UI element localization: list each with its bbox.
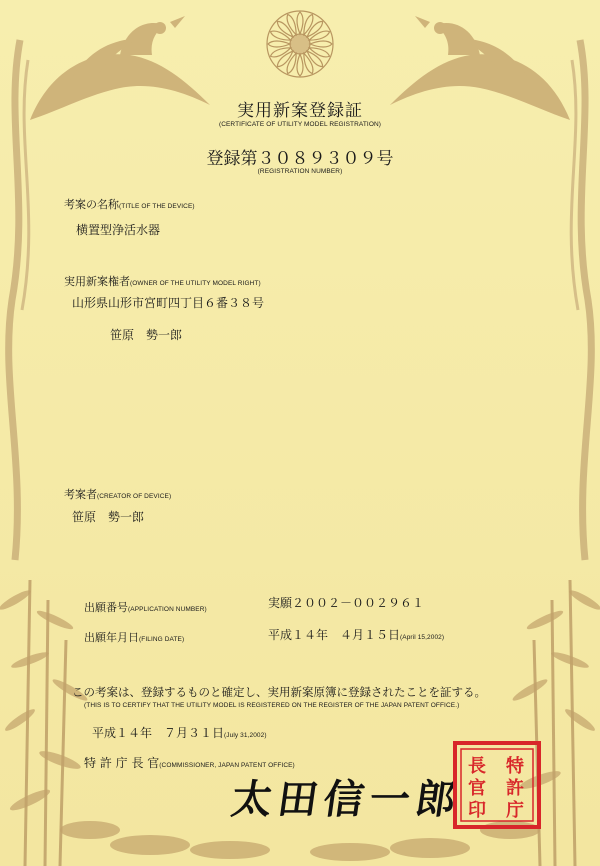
registration-number-value: ３０８９３０９ [257,149,377,169]
registration-number [0,144,600,169]
chrysanthemum-crest-icon [264,8,336,80]
registration-number-en: (REGISTRATION NUMBER) [257,168,343,175]
registration-label: 登録第 [206,149,258,169]
certification-date [92,722,267,741]
svg-text:許: 許 [506,778,524,799]
official-seal-icon [452,740,542,830]
svg-text:印: 印 [468,800,486,821]
device-title-label-en: (TITLE OF THE DEVICE) [119,203,195,210]
application-number-label-en: (APPLICATION NUMBER) [128,606,207,613]
commissioner-title: 特 許 庁 長 官 [84,756,160,770]
device-title-value: 横置型浄活水器 [76,223,161,237]
certification-date-en: (July 31,2002) [224,732,267,739]
creator-label [64,483,171,502]
owner-label [64,270,261,289]
application-number-label [84,596,207,615]
device-title-label-jp: 考案の名称 [64,198,119,211]
certificate-title: 実用新案登録証 [237,101,363,121]
owner-address: 山形県山形市宮町四丁目６番３８号 [72,296,265,310]
filing-date-label [84,626,184,645]
filing-date-value: 平成１４年 ４月１５日 [268,628,401,642]
owner-name: 笹原 勢一郎 [110,328,183,342]
svg-text:特: 特 [506,756,524,777]
creator-name: 笹原 勢一郎 [72,510,145,524]
application-number-label-jp: 出願番号 [84,601,128,614]
certification-text-en: (THIS IS TO CERTIFY THAT THE UTILITY MODEL IS REGISTERED ON THE REGISTER OF THE JAPAN PATENT OFFICE.) [84,702,460,709]
filing-date-label-jp: 出願年月日 [84,631,139,644]
application-number-value: 実願２００２－００２９６１ [268,596,425,610]
owner-label-jp: 実用新案権者 [64,275,130,288]
svg-text:庁: 庁 [506,800,524,821]
svg-text:官: 官 [468,778,486,799]
certification-date-value: 平成１４年 ７月３１日 [92,726,225,740]
filing-date-value-en: (April 15,2002) [400,634,445,641]
certification-text: この考案は、登録するものと確定し、実用新案原簿に登録されたことを証する。 [72,685,486,699]
svg-text:長: 長 [468,756,486,777]
commissioner-signature: 太田信一郎 [228,776,466,823]
filing-date [268,624,444,643]
creator-label-en: (CREATOR OF DEVICE) [97,493,172,500]
device-title-label [64,193,195,212]
filing-date-label-en: (FILING DATE) [139,636,185,643]
creator-label-jp: 考案者 [64,488,97,501]
registration-suffix: 号 [376,149,394,169]
commissioner-title-en: (COMMISSIONER, JAPAN PATENT OFFICE) [159,762,295,769]
certificate-title-en: (CERTIFICATE OF UTILITY MODEL REGISTRATION) [218,121,382,128]
owner-label-en: (OWNER OF THE UTILITY MODEL RIGHT) [130,280,261,287]
